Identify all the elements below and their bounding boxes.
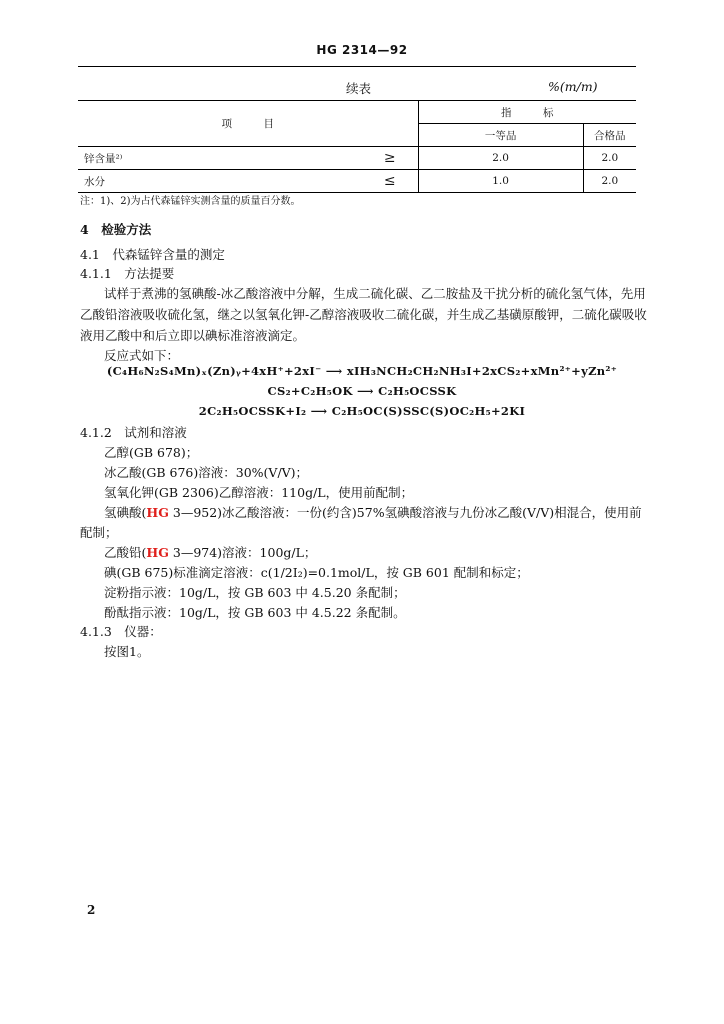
specification-table [78, 100, 636, 193]
row-operator: ≤ [356, 170, 419, 193]
text: 氢碘酸( [104, 505, 147, 520]
header-item-label: 项 目 [221, 118, 275, 130]
text: 3—952)冰乙酸溶液：一份(约含)57%氢碘酸溶液与九份冰乙酸(V/V)相混合，使用前 [168, 505, 642, 520]
header-index [418, 101, 636, 124]
reagent-koh-ethanol: 氢氧化钾(GB 2306)乙醇溶液：110g/L，使用前配制； [104, 485, 414, 500]
row-name: 水分 [78, 170, 356, 193]
page-number: 2 [87, 903, 96, 917]
row-first-value: 1.0 [418, 170, 583, 193]
reaction-equation-3: 2C₂H₅OCSSK+I₂ ⟶ C₂H₅OC(S)SSC(S)OC₂H₅+2KI [198, 404, 526, 418]
subsection-4-1-1: 4.1.1 方法提要 [80, 266, 175, 281]
table-note: 注：1)、2)为占代森锰锌实测含量的质量百分数。 [80, 196, 301, 207]
document-code-header: HG 2314—92 [316, 43, 408, 57]
table-row [78, 147, 636, 170]
header-index-label: 指 标 [501, 106, 554, 119]
reagent-lead-acetate [104, 542, 316, 563]
col-first-grade: 一等品 [418, 124, 583, 147]
reaction-equation-1: (C₄H₆N₂S₄Mn)ₓ(Zn)ᵧ+4xH⁺+2xI⁻ ⟶ xIH₃NCH₂CH₂NH₃I+2xCS₂+xMn²⁺+yZn²⁺ [106, 364, 618, 378]
section-heading: 4 检验方法 [80, 222, 152, 237]
table-row [78, 170, 636, 193]
row-first-value: 2.0 [418, 147, 583, 170]
hg-highlight: HG [146, 545, 169, 560]
text: 3—974)溶液：100g/L； [168, 545, 317, 560]
row-name: 锌含量²⁾ [78, 147, 356, 170]
reagent-starch-indicator: 淀粉指示液：10g/L，按 GB 603 中 4.5.20 条配制； [104, 585, 406, 600]
reaction-equation-2: CS₂+C₂H₅OK ⟶ C₂H₅OCSSK [267, 384, 457, 398]
subsection-4-1-2: 4.1.2 试剂和溶液 [80, 425, 187, 440]
reagent-ethanol: 乙醇(GB 678)； [104, 445, 199, 460]
table-unit: %(m/m) [548, 79, 598, 94]
subsection-4-1-3: 4.1.3 仪器： [80, 624, 162, 639]
reagent-phenolphthalein: 酚酞指示液：10g/L，按 GB 603 中 4.5.22 条配制。 [104, 605, 406, 620]
header-item [78, 101, 418, 147]
hg-highlight: HG [146, 505, 169, 520]
principle-line-3: 液用乙酸中和后立即以碘标准溶液滴定。 [80, 328, 306, 343]
reaction-intro: 反应式如下： [104, 348, 180, 363]
principle-line-2: 乙酸铅溶液吸收硫化氢，继之以氢氧化钾-乙醇溶液吸收二硫化碳，并生成乙基磺原酸钾，二硫化碳吸收 [80, 307, 647, 322]
table-continued-title: 续表 [346, 81, 372, 96]
row-operator: ≥ [356, 147, 419, 170]
reagent-hydroiodic-acid-cont: 配制； [80, 525, 118, 540]
apparatus-text: 按图1。 [104, 644, 150, 659]
row-qualified-value: 2.0 [583, 170, 636, 193]
reagent-hydroiodic-acid [104, 502, 642, 523]
header-rule [78, 66, 636, 67]
reagent-iodine-standard: 碘(GB 675)标准滴定溶液：c(1/2I₂)=0.1mol/L，按 GB 601 配制和标定； [104, 565, 529, 580]
reagent-acetic-acid: 冰乙酸(GB 676)溶液：30%(V/V)； [104, 465, 309, 480]
row-qualified-value: 2.0 [583, 147, 636, 170]
principle-line-1: 试样于煮沸的氢碘酸-冰乙酸溶液中分解，生成二硫化碳、乙二胺盐及干扰分析的硫化氢气体，先用 [104, 286, 646, 301]
col-qualified: 合格品 [583, 124, 636, 147]
text: 乙酸铅( [104, 545, 147, 560]
subsection-4-1: 4.1 代森锰锌含量的测定 [80, 247, 225, 262]
